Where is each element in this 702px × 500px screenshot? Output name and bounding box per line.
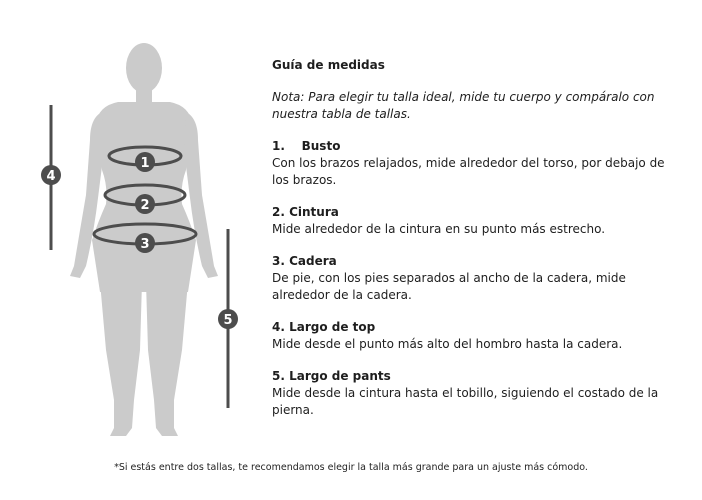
section-top-length bbox=[272, 319, 682, 353]
section-heading: 4. Largo de top bbox=[272, 320, 376, 334]
guide-title: Guía de medidas bbox=[272, 58, 385, 72]
marker-2 bbox=[135, 194, 155, 214]
section-bust bbox=[272, 138, 682, 189]
marker-2-label: 2 bbox=[140, 198, 150, 213]
top-length-line bbox=[41, 105, 61, 250]
marker-1 bbox=[135, 152, 155, 172]
marker-1-label: 1 bbox=[140, 156, 150, 171]
guide-note: Nota: Para elegir tu talla ideal, mide tu cuerpo y compáralo con nuestra tabla de tallas. bbox=[272, 90, 655, 121]
section-description: De pie, con los pies separados al ancho de la cadera, mide alrededor de la cadera. bbox=[272, 271, 626, 302]
section-heading: 1. Busto bbox=[272, 139, 341, 153]
footnote: *Si estás entre dos tallas, te recomendamos elegir la talla más grande para un ajuste más cómodo. bbox=[114, 462, 588, 473]
section-pants-length bbox=[272, 368, 682, 419]
section-description: Con los brazos relajados, mide alrededor del torso, por debajo de los brazos. bbox=[272, 156, 665, 187]
marker-3 bbox=[135, 233, 155, 253]
section-heading: 3. Cadera bbox=[272, 254, 337, 268]
section-heading: 5. Largo de pants bbox=[272, 369, 391, 383]
pants-length-line bbox=[218, 229, 238, 408]
section-heading: 2. Cintura bbox=[272, 205, 339, 219]
section-description: Mide desde la cintura hasta el tobillo, siguiendo el costado de la pierna. bbox=[272, 386, 659, 417]
marker-4-label: 4 bbox=[46, 169, 56, 184]
section-waist bbox=[272, 204, 682, 238]
section-description: Mide desde el punto más alto del hombro hasta la cadera. bbox=[272, 337, 623, 351]
section-description: Mide alrededor de la cintura en su punto más estrecho. bbox=[272, 222, 606, 236]
section-hip bbox=[272, 253, 682, 304]
marker-5-label: 5 bbox=[223, 313, 233, 328]
marker-3-label: 3 bbox=[140, 237, 150, 252]
measurement-guide bbox=[272, 58, 682, 434]
